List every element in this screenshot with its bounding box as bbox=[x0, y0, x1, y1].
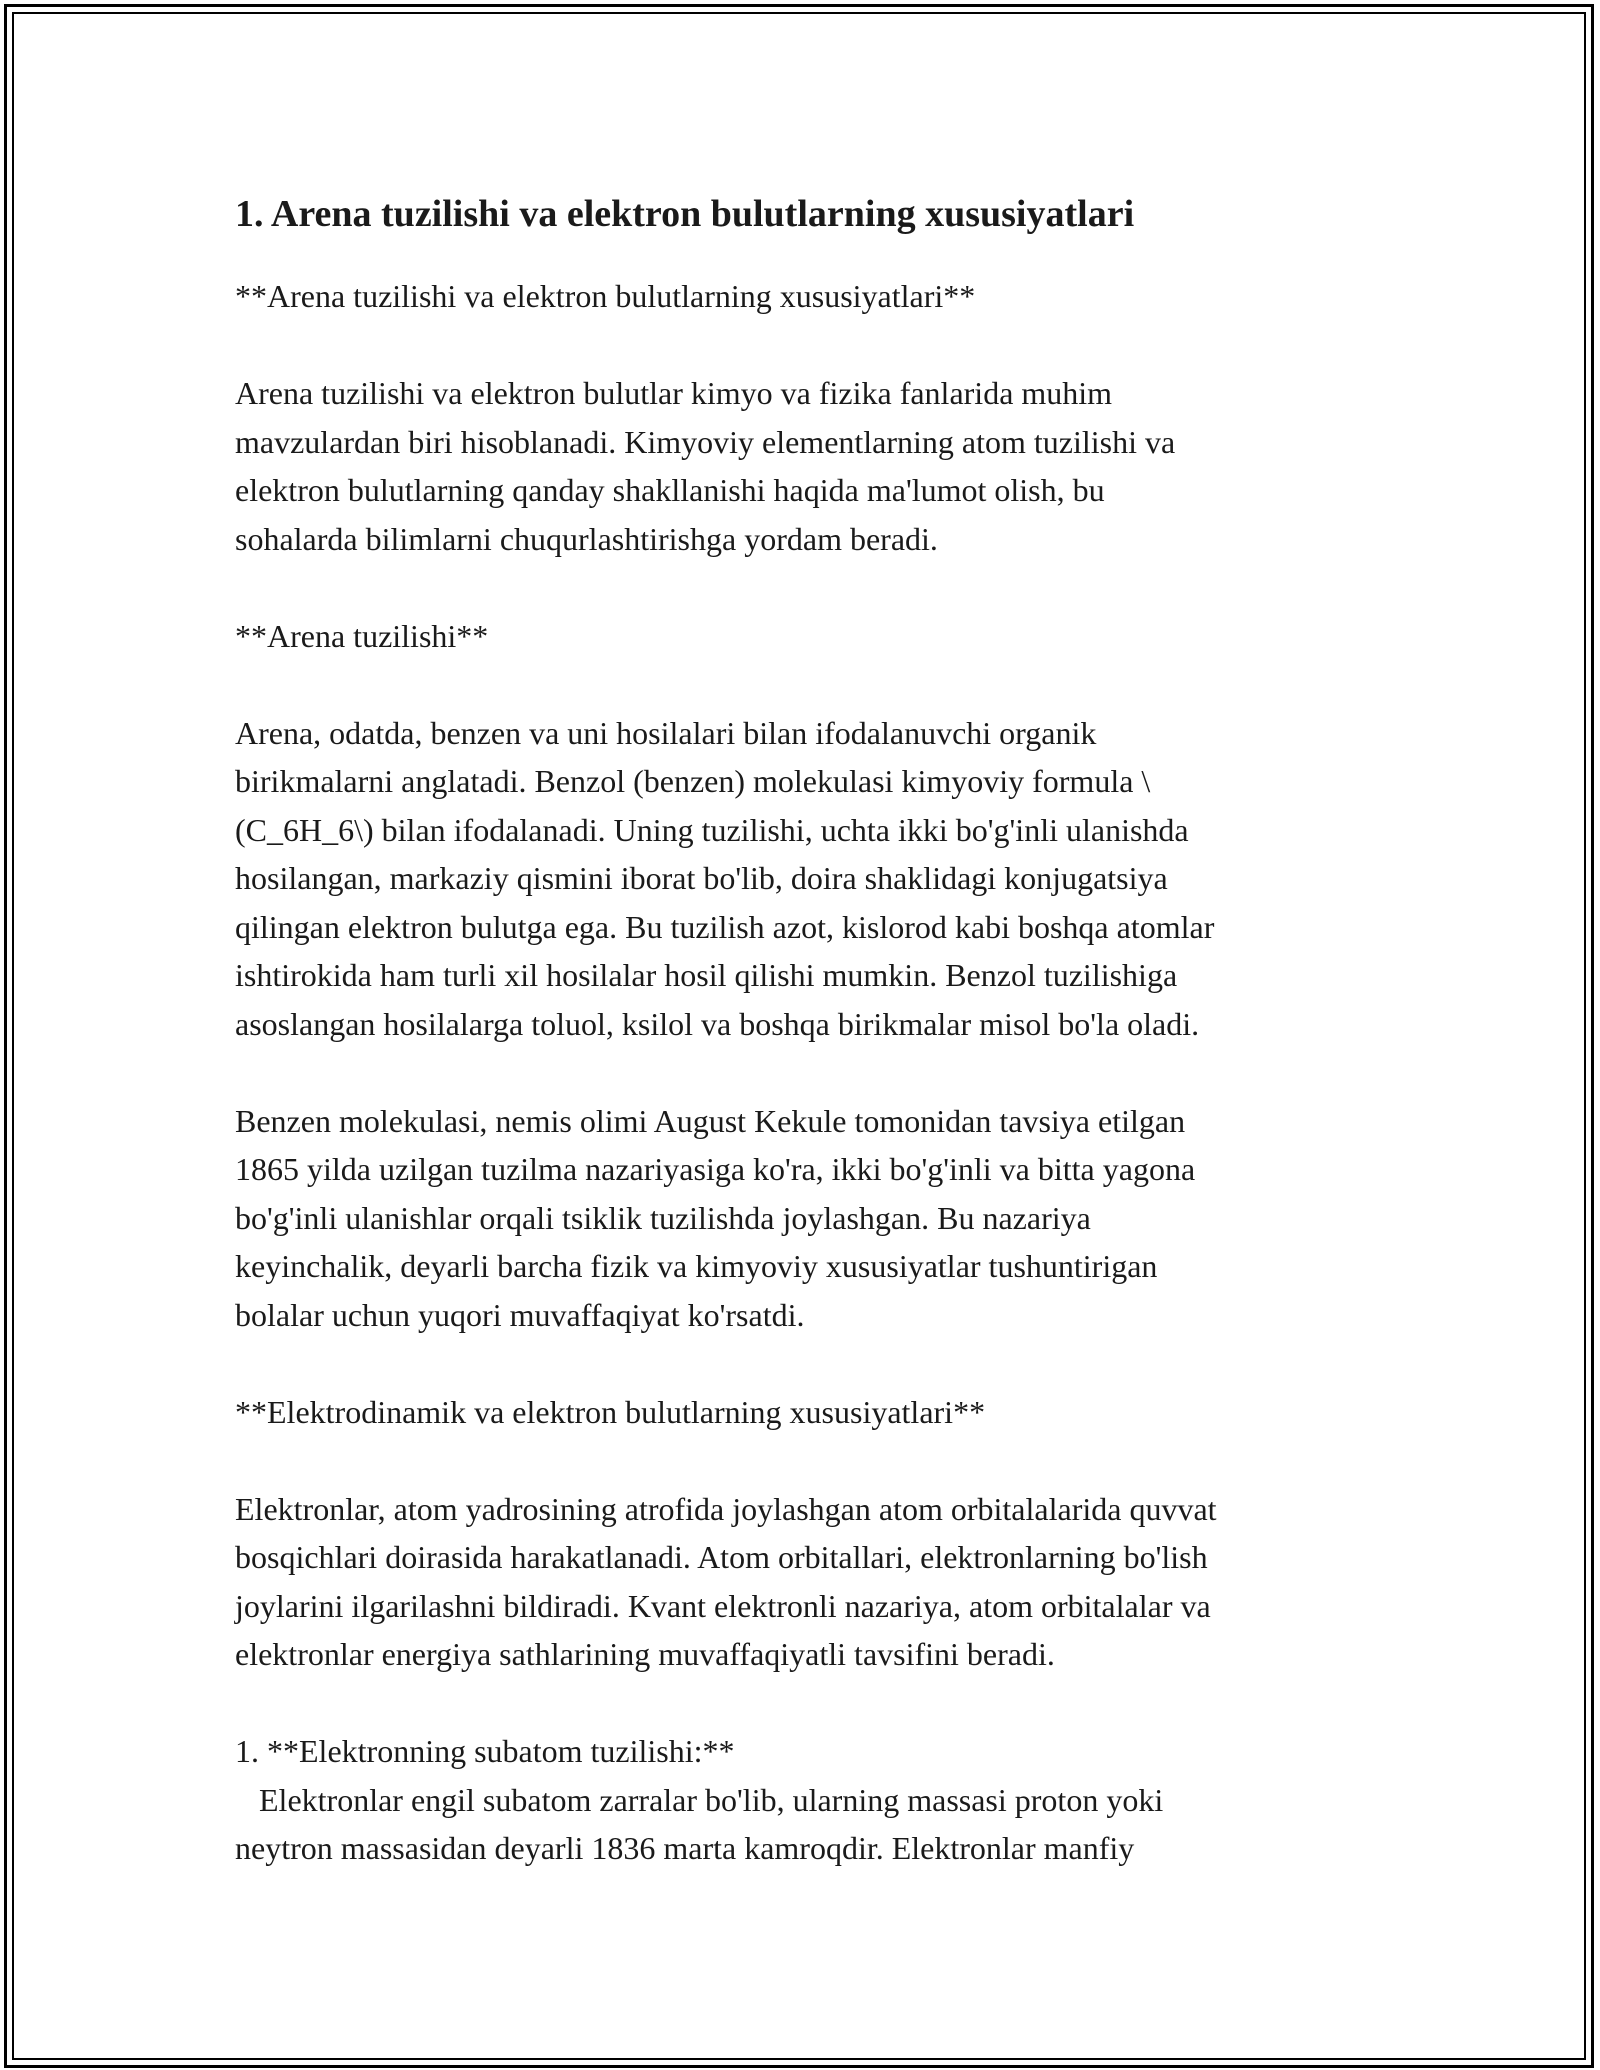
paragraph-gap bbox=[235, 1436, 1405, 1485]
orbitals-paragraph: Elektronlar, atom yadrosining atrofida joylashgan atom orbitalalarida quvvat bosqichlari doirasida harakatlanadi. Atom orbitallari, elektronlarning bo'lish joylarini ilgarilashni bildiradi. Kvant elektronli nazariya, atom orbitalalar va elektronlar energiya sathlarining muvaffaqiyatli tavsifini beradi. bbox=[235, 1490, 1217, 1672]
section-heading-electrodynamics: **Elektrodinamik va elektron bulutlarning xususiyatlari** bbox=[235, 1393, 986, 1430]
document-body bbox=[235, 184, 1405, 1873]
section-heading-arena: **Arena tuzilishi** bbox=[235, 617, 489, 654]
paragraph-gap bbox=[235, 1048, 1405, 1097]
page-title: 1. Arena tuzilishi va elektron bulutlarning xususiyatlari bbox=[235, 193, 1135, 235]
paragraph-gap bbox=[235, 563, 1405, 612]
list-item-electron-structure: 1. **Elektronning subatom tuzilishi:** Elektronlar engil subatom zarralar bo'lib, ularning massasi proton yoki neytron massasidan deyarli 1836 marta kamroqdir. Elektronlar manfiy bbox=[235, 1733, 1164, 1866]
arena-paragraph: Arena, odatda, benzen va uni hosilalari bilan ifodalanuvchi organik birikmalarni anglatadi. Benzol (benzen) molekulasi kimyoviy formula \ (C_6H_6\) bilan ifodalanadi. Uning tuzilishi, uchta ikki bo'g'inli ulanishda hosilangan, markaziy qismini iborat bo'lib, doira shaklidagi konjugatsiya qilingan elektron bulutga ega. Bu tuzilish azot, kislorod kabi boshqa atomlar ishtirokida ham turli xil hosilalar hosil qilishi mumkin. Benzol tuzilishiga asoslangan hosilalarga toluol, ksilol va boshqa birikmalar misol bo'la oladi. bbox=[235, 714, 1215, 1042]
paragraph-gap bbox=[235, 660, 1405, 709]
paragraph-gap bbox=[235, 321, 1405, 370]
paragraph-gap bbox=[235, 1679, 1405, 1728]
kekule-paragraph: Benzen molekulasi, nemis olimi August Kekule tomonidan tavsiya etilgan 1865 yilda uzilgan tuzilma nazariyasiga ko'ra, ikki bo'g'inli va bitta yagona bo'g'inli ulanishlar orqali tsiklik tuzilishda joylashgan. Bu nazariya keyinchalik, deyarli barcha fizik va kimyoviy xususiyatlar tushuntirigan bolalar uchun yuqori muvaffaqiyat ko'rsatdi. bbox=[235, 1102, 1196, 1333]
section-heading-overview: **Arena tuzilishi va elektron bulutlarning xususiyatlari** bbox=[235, 278, 976, 314]
paragraph-gap bbox=[235, 1339, 1405, 1388]
intro-paragraph: Arena tuzilishi va elektron bulutlar kimyo va fizika fanlarida muhim mavzulardan biri hisoblanadi. Kimyoviy elementlarning atom tuzilishi va elektron bulutlarning qanday shakllanishi haqida ma'lumot olish, bu sohalarda bilimlarni chuqurlashtirishga yordam beradi. bbox=[235, 375, 1176, 557]
